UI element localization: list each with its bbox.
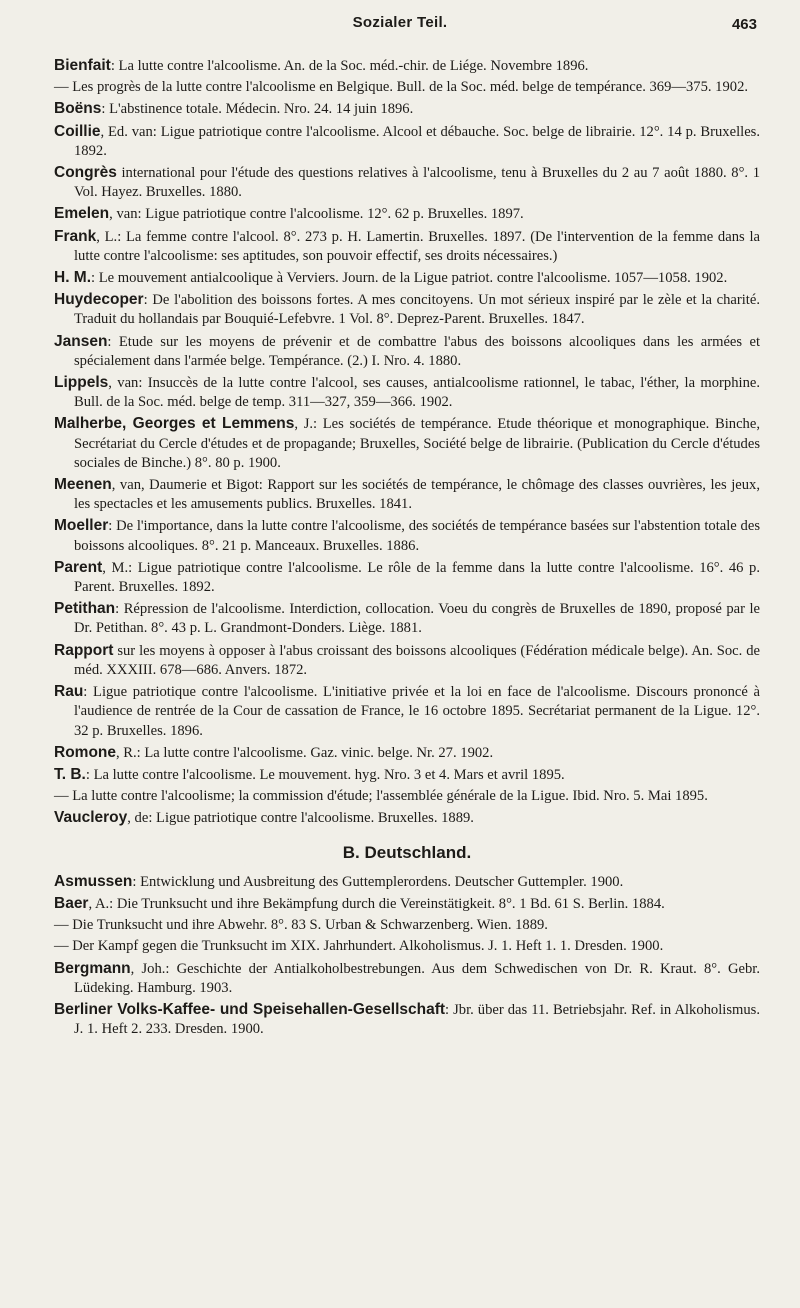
entry-text: — Der Kampf gegen die Trunksucht im XIX. Jahrhundert. Alkoholismus. J. 1. Heft 1. 1. Dresden. 1900. [54,938,664,955]
entry-author: T. B. [54,765,86,783]
entry-author: Vaucleroy [54,809,128,827]
entry-text: : De l'importance, dans la lutte contre l'alcoolisme, des sociétés de tempérance basées sur l'abstention totale des boissons alcooliques. 8°. 21 p. Manceaux. Bruxelles. 1886. [74,518,760,554]
entry-text: : Répression de l'alcoolisme. Interdiction, collocation. Voeu du congrès de Bruxelles de 1890, proposé par le Dr. Petithan. 8°. 43 p. L. Grandmont-Donders. Liège. 1881. [74,601,760,637]
bibliography-entry [54,290,760,329]
page-header [0,14,800,42]
bibliography-entry [54,959,760,998]
entry-text: : De l'abolition des boissons fortes. A mes concitoyens. Un mot sérieux inspiré par le zèle et la charité. Traduit du hollandais par Bouquié-Lefebvre. 1 Vol. 8°. Deprez-Parent. Bruxelles. 1847. [74,292,760,328]
entry-text: : Jbr. über das 11. Betriebsjahr. Ref. in Alkoholismus. J. 1. Heft 2. 233. Dresden. 1900. [74,1001,760,1038]
entry-author: Jansen [54,332,108,350]
entry-text: : La lutte contre l'alcoolisme. Le mouvement. hyg. Nro. 3 et 4. Mars et avril 1895. [85,766,565,783]
entry-text: : La lutte contre l'alcoolisme. An. de la Soc. méd.-chir. de Liége. Novembre 1896. [110,58,589,74]
bibliography-entry [54,937,760,956]
bibliography-entry [54,475,760,514]
entry-text: international pour l'étude des questions relatives à l'alcoolisme, tenu à Bruxelles du 2 au 7 août 1880. 8°. 1 Vol. Hayez. Bruxelles. 1880. [74,165,760,201]
bibliography-entry [54,599,760,638]
entry-text: : Entwicklung und Ausbreitung des Guttemplerordens. Deutscher Guttempler. 1900. [132,873,624,890]
entry-text: , van, Daumerie et Bigot: Rapport sur les sociétés de tempérance, le chômage des classes ouvrières, les jeux, les spectacles et les amusements publics. Bruxelles. 1841. [74,477,760,513]
bibliography-entry [54,332,760,371]
bibliography-entry [54,894,760,914]
entry-text: , Ed. van: Ligue patriotique contre l'alcoolisme. Alcool et débauche. Soc. belge de librairie. 12°. 14 p. Bruxelles. 1892. [74,123,760,159]
entry-text: , A.: Die Trunksucht und ihre Bekämpfung durch die Vereinstätigkeit. 8°. 1 Bd. 61 S. Berlin. 1884. [88,895,665,912]
entries-deutschland [54,872,760,1040]
entry-text: , van: Insuccès de la lutte contre l'alcool, ses causes, antialcoolisme rationnel, le tabac, l'éther, la morphine. Bull. de la Soc. méd. belge de temp. 311—327, 359—366. 1902. [74,375,760,411]
entry-author: Emelen [54,205,110,223]
entry-author: Baer [54,894,89,912]
entry-author: Frank [54,227,97,245]
entry-text: , M.: Ligue patriotique contre l'alcoolisme. Le rôle de la femme dans la lutte contre l'alcoolisme. 16°. 46 p. Parent. Bruxelles. 1892. [74,559,760,596]
entry-text: : Etude sur les moyens de prévenir et de combattre l'abus des boissons alcooliques dans les armées et spécialement dans l'armée belge. Tempérance. (2.) I. Nro. 4. 1880. [74,333,760,369]
entry-author: Moeller [54,517,109,535]
bibliography-entry [54,99,760,119]
bibliography-entry [54,765,760,785]
entry-text: , de: Ligue patriotique contre l'alcoolisme. Bruxelles. 1889. [127,810,474,827]
bibliography [54,56,760,1041]
bibliography-entry [54,682,760,741]
entry-author: Bergmann [54,959,131,977]
bibliography-entry [54,163,760,202]
entry-author: Bienfait [54,57,111,74]
entry-author: Parent [54,558,103,576]
entry-text: , van: Ligue patriotique contre l'alcoolisme. 12°. 62 p. Bruxelles. 1897. [109,206,524,223]
bibliography-entry [54,641,760,680]
entry-text: , L.: La femme contre l'alcool. 8°. 273 p. H. Lamertin. Bruxelles. 1897. (De l'intervention de la femme dans la lutte contre l'alcoolisme: ses aptitudes, son pouvoir effectif, ses droits nécessaires.) [74,228,760,264]
bibliography-entry [54,558,760,597]
running-title: Sozialer Teil. [352,14,448,31]
entry-author: Coillie [54,122,101,140]
entries-belgium [54,56,760,829]
entry-text: : L'abstinence totale. Médecin. Nro. 24. 14 juin 1896. [101,101,414,118]
bibliography-entry [54,122,760,161]
section-heading-deutschland: B. Deutschland. [342,842,472,862]
bibliography-entry [54,787,760,806]
entry-text: sur les moyens à opposer à l'abus croissant des boissons alcooliques (Fédération médicale belge). An. Soc. de méd. XXXIII. 678—686. Anvers. 1872. [74,642,760,678]
bibliography-entry [54,204,760,224]
bibliography-entry [54,916,760,935]
entry-text: , R.: La lutte contre l'alcoolisme. Gaz. vinic. belge. Nr. 27. 1902. [116,744,494,761]
entry-author: Berliner Volks-Kaffee- und Speisehallen-Gesellschaft [54,1000,446,1018]
entry-author: Boëns [54,100,102,118]
bibliography-entry [54,1000,760,1039]
entry-author: Rau [54,683,84,701]
bibliography-entry [54,56,760,76]
bibliography-entry [54,227,760,266]
bibliography-entry [54,414,760,473]
bibliography-entry [54,78,760,97]
entry-text: — Les progrès de la lutte contre l'alcoolisme en Belgique. Bull. de la Soc. méd. belge de tempérance. 369—375. 1902. [54,79,749,96]
entry-text: — La lutte contre l'alcoolisme; la commission d'étude; l'assemblée générale de la Ligue. Ibid. Nro. 5. Mai 1895. [54,788,708,805]
bibliography-entry [54,516,760,555]
bibliography-entry [54,268,760,288]
entry-author: Romone [54,743,116,761]
entry-author: Huydecoper [54,291,144,309]
entry-text: : Ligue patriotique contre l'alcoolisme. L'initiative privée et la loi en face de l'alcoolisme. Discours prononcé à l'audience de rentrée de la Cour de cassation de France, le 16 octobre 1895. Secrétariat permanent de la Ligue. 12°. 32 p. Bruxelles. 1896. [74,684,760,739]
entry-text: — Die Trunksucht und ihre Abwehr. 8°. 83 S. Urban & Schwarzenberg. Wien. 1889. [54,917,548,934]
entry-author: Malherbe, Georges et Lemmens [54,415,295,433]
bibliography-entry [54,743,760,763]
bibliography-entry [54,872,760,892]
entry-author: Congrès [54,164,117,182]
entry-author: Meenen [54,476,112,494]
entry-author: Asmussen [54,872,133,890]
page-number: 463 [731,16,757,33]
entry-text: , J.: Les sociétés de tempérance. Etude théorique et monographique. Binche, Secrétariat du Cercle d'études et de propagande; Bruxelles, Société belge de librairie. (Publication du Cercle d'études sociales de Binche.) 8°. 80 p. 1900. [74,416,760,471]
entry-author: Petithan [54,600,116,618]
entry-author: Lippels [54,374,109,392]
entry-author: H. M. [54,269,92,287]
entry-author: Rapport [54,641,114,659]
bibliography-entry [54,373,760,412]
bibliography-entry [54,808,760,828]
entry-text: , Joh.: Geschichte der Antialkoholbestrebungen. Aus dem Schwedischen von Dr. R. Kraut. 8°. Gebr. Lüdeking. Hamburg. 1903. [74,960,760,996]
entry-text: : Le mouvement antialcoolique à Verviers. Journ. de la Ligue patriot. contre l'alcoolisme. 1057—1058. 1902. [91,270,728,287]
